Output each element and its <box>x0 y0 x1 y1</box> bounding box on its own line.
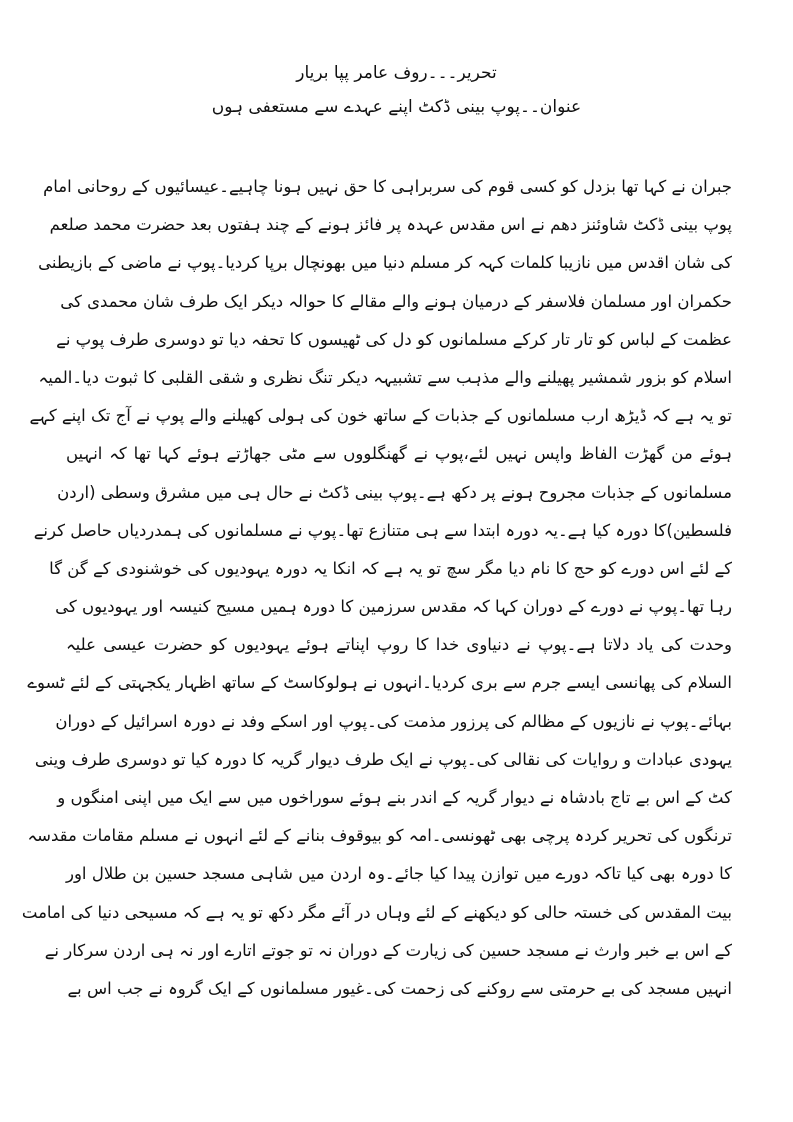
body-line-6: اسلام کو بزور شمشیر پھیلنے والے مذہب سے تشبیہہ دیکر تنگ نظری و شقی القلبی کا ثبوت دیا۔المیہ <box>38 367 732 387</box>
body-line-10: فلسطین)کا دورہ کیا ہے۔یہ دورہ ابتدا سے ہی متنازع تھا۔پوپ نے مسلمانوں کی ہمدردیاں حاصل کرنے <box>33 520 732 540</box>
body-line-2: پوپ بینی ڈکٹ شاوئنز دھم نے اس مقدس عہدہ پر فائز ہونے کے چند ہفتوں بعد حضرت محمد صلعم <box>49 215 732 235</box>
body-line-1: جبران نے کہا تھا بزدل کو کسی قوم کی سربراہی کا حق نہیں ہونا چاہیے۔عیسائیوں کے روحانی امام <box>43 177 732 196</box>
body-line-4: حکمران اور مسلمان فلاسفر کے درمیان ہونے والے مقالے کا حوالہ دیکر ایک طرف شان محمدی کی <box>60 291 732 311</box>
body-line-22: انہیں مسجد کی بے حرمتی سے روکنے کی زحمت کی۔غیور مسلمانوں کے ایک گروہ نے جب اس بے <box>67 978 732 998</box>
article-body <box>21 168 732 1008</box>
body-line-8: ہوئے من گھڑت الفاظ واپس نہیں لئے،پوپ نے گھنگلووں سے مٹی جھاڑتے ہوئے کہا تھا کہ انہیں <box>66 444 732 464</box>
body-line-15: بہائے۔پوپ نے نازیوں کے مظالم کی پرزور مذمت کی۔پوپ اور اسکے وفد نے دورہ اسرائیل کے دوران <box>55 711 732 731</box>
title-line: عنوان۔۔پوپ بینی ڈکٹ اپنے عہدے سے مستعفی ہوں <box>211 97 582 117</box>
body-line-3: کی شان اقدس میں نازیبا کلمات کہہ کر مسلم دنیا میں بھونچال برپا کردیا۔پوپ نے ماضی کے بازیطنی <box>38 253 732 273</box>
body-line-9: مسلمانوں کے جذبات مجروح ہونے پر دکھ ہے۔پوپ بینی ڈکٹ نے حال ہی میں مشرق وسطی (اردن <box>57 482 732 502</box>
body-line-20: بیت المقدس کی خستہ حالی کو دیکھنے کے لئے وہاں در آئے مگر دکھ تو یہ ہے کہ مسیحی دنیا کی امامت <box>21 902 732 922</box>
body-line-17: کٹ کے اس بے تاج بادشاہ نے دیوار گریہ کے اندر بنے ہوئے سوراخوں میں سے ایک میں اپنی امنگوں و <box>57 788 732 807</box>
body-line-13: وحدت کی یاد دلاتا ہے۔پوپ نے دنیاوی خدا کا روپ اپناتے ہوئے یہودیوں کو حضرت عیسی علیہ <box>66 635 732 655</box>
body-line-12: رہا تھا۔پوپ نے دورے کے دوران کہا کہ مقدس سرزمین کا دورہ ہمیں مسیح کنیسہ اور یہودیوں کی <box>55 597 732 617</box>
body-line-5: عظمت کے لباس کو تار تار کرکے مسلمانوں کو دل کی ٹھیسوں کا تحفہ دیا تو دوسری طرف پوپ نے <box>56 329 732 349</box>
article-header <box>0 56 793 124</box>
body-line-19: کا دورہ بھی کیا تاکہ دورے میں توازن پیدا کیا جائے۔وہ اردن میں شاہی مسجد حسین بن طلال اور <box>66 864 732 884</box>
body-line-14: السلام کی پھانسی ایسے جرم سے بری کردیا۔انہوں نے ہولوکاسٹ کے ساتھ اظہار یکجہتی کے لئے ٹسوے <box>27 673 732 693</box>
author-line: تحریر۔۔۔روف عامر پپا بریار <box>296 63 497 83</box>
body-line-18: ترنگوں کی تحریر کردہ پرچی بھی ٹھونسی۔امہ کو بیوقوف بنانے کے لئے انہوں نے مسلم مقامات مقدسہ <box>27 826 732 846</box>
body-line-16: یہودی عبادات و روایات کی نقالی کی۔پوپ نے ایک طرف دیوار گریہ کا دورہ کیا تو دوسری طرف وینی <box>34 749 732 769</box>
body-line-7: تو یہ ہے کہ ڈیڑھ ارب مسلمانوں کے جذبات کے ساتھ خون کی ہولی کھیلنے والے پوپ نے آج تک اپنے کہے <box>29 406 732 426</box>
body-line-11: کے لئے اس دورے کو حج کا نام دیا مگر سچ تو یہ ہے کہ انکا یہ دورہ یہودیوں کی خوشنودی کے گن گا <box>49 558 732 578</box>
body-line-21: کے اس بے خبر وارث نے مسجد حسین کی زیارت کے دوران نہ تو جوتے اتارے اور نہ ہی اردن سرکار نے <box>44 940 732 960</box>
